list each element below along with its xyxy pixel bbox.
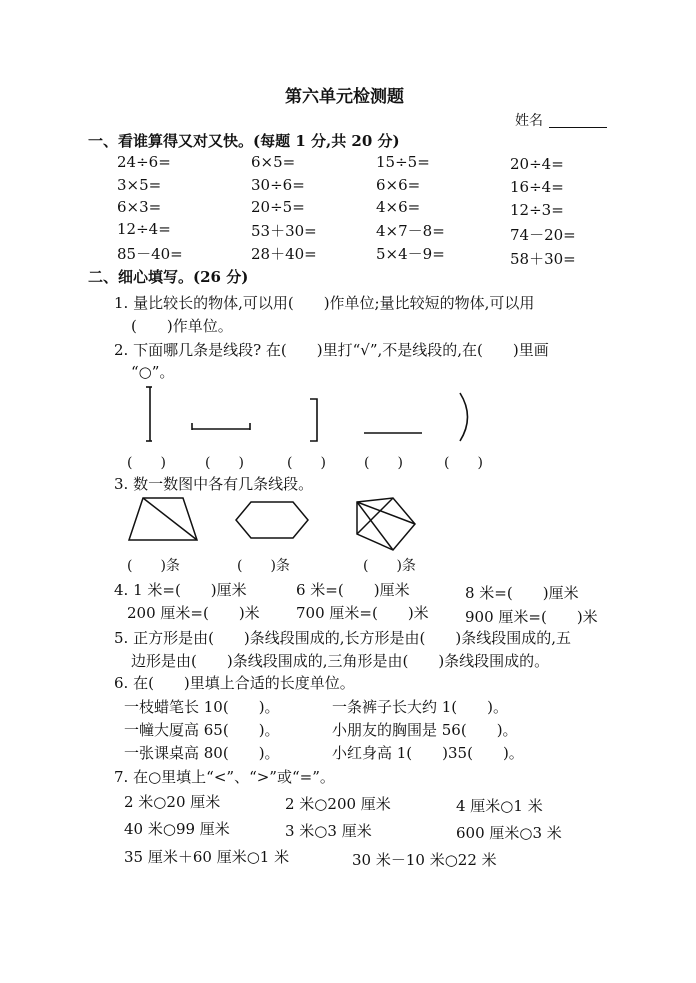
compare-item: 30 米－10 米○22 米 [352,851,497,869]
calc-item: 20÷4= [510,155,564,173]
question-5-line2: 边形是由( )条线段围成的,三角形是由( )条线段围成的。 [131,652,550,670]
question-4-item: 8 米=( )厘米 [465,584,579,602]
trapezoid-shape [129,498,197,540]
calc-item: 16÷4= [510,178,564,196]
compare-item: 4 厘米○1 米 [456,797,543,815]
calc-item: 6×5= [251,153,296,171]
hexagon-shape [236,502,308,538]
section2-heading: 二、细心填写。(26 分) [88,268,249,286]
line-segment-figures [140,385,480,445]
calc-item: 20÷5= [251,198,305,216]
answer-blank[interactable]: ( ) [287,455,326,471]
calc-item: 5×4－9= [376,245,445,263]
question-6-item: 一张课桌高 80( )。 [124,744,280,762]
figure-curve [460,393,468,441]
question-2-line1: 2. 下面哪几条是线段? 在( )里打“√”,不是线段的,在( )里画 [114,341,549,359]
question-4-item: 6 米=( )厘米 [296,581,410,599]
calc-item: 58＋30= [510,250,576,268]
compare-item: 40 米○99 厘米 [124,820,230,838]
question-2-line2: “○”。 [131,363,175,381]
calc-item: 24÷6= [117,153,171,171]
question-4-item: 4. 1 米=( )厘米 [114,581,247,599]
question-4-item: 700 厘米=( )米 [296,604,429,622]
calc-item: 6×6= [376,176,421,194]
compare-item: 35 厘米＋60 厘米○1 米 [124,848,290,866]
answer-blank[interactable]: ( )条 [127,558,180,574]
question-6-item: 一幢大厦高 65( )。 [124,721,280,739]
calc-item: 12÷3= [510,201,564,219]
question-4-item: 900 厘米=( )米 [465,608,598,626]
answer-blank[interactable]: ( ) [205,455,244,471]
question-5-line1: 5. 正方形是由( )条线段围成的,长方形是由( )条线段围成的,五 [114,629,572,647]
calc-item: 15÷5= [376,153,430,171]
answer-blank[interactable]: ( )条 [237,558,290,574]
calc-item: 12÷4= [117,220,171,238]
calc-item: 30÷6= [251,176,305,194]
question-6-item: 小朋友的胸围是 56( )。 [332,721,518,739]
question-1-line1: 1. 量比较长的物体,可以用( )作单位;量比较短的物体,可以用 [114,294,535,312]
answer-blank[interactable]: ( ) [364,455,403,471]
shape-figures [125,494,425,554]
question-7: 7. 在○里填上“<”、“>”或“=”。 [114,768,335,786]
section1-heading: 一、看谁算得又对又快。(每题 1 分,共 20 分) [88,132,400,150]
question-6-item: 一条裤子长大约 1( )。 [332,698,509,716]
name-label: 姓名 [515,113,543,129]
question-1-line2: ( )作单位。 [131,317,233,335]
figure-bracket-line [310,399,317,441]
question-6-item: 一枝蜡笔长 10( )。 [124,698,280,716]
calc-item: 74－20= [510,226,576,244]
calc-item: 53＋30= [251,222,317,240]
name-blank-line [549,127,607,128]
calc-item: 6×3= [117,198,162,216]
compare-item: 3 米○3 厘米 [285,822,372,840]
compare-item: 2 米○20 厘米 [124,793,221,811]
question-6-item: 小红身高 1( )35( )。 [332,744,524,762]
answer-blank[interactable]: ( )条 [363,558,416,574]
question-4-item: 200 厘米=( )米 [127,604,260,622]
compare-item: 2 米○200 厘米 [285,795,391,813]
compare-item: 600 厘米○3 米 [456,824,562,842]
question-6: 6. 在( )里填上合适的长度单位。 [114,674,355,692]
calc-item: 85－40= [117,245,183,263]
calc-item: 4×7－8= [376,222,445,240]
calc-item: 3×5= [117,176,162,194]
calc-item: 28＋40= [251,245,317,263]
page-title: 第六单元检测题 [285,87,404,107]
answer-blank[interactable]: ( ) [127,455,166,471]
calc-item: 4×6= [376,198,421,216]
answer-blank[interactable]: ( ) [444,455,483,471]
question-3: 3. 数一数图中各有几条线段。 [114,475,314,493]
